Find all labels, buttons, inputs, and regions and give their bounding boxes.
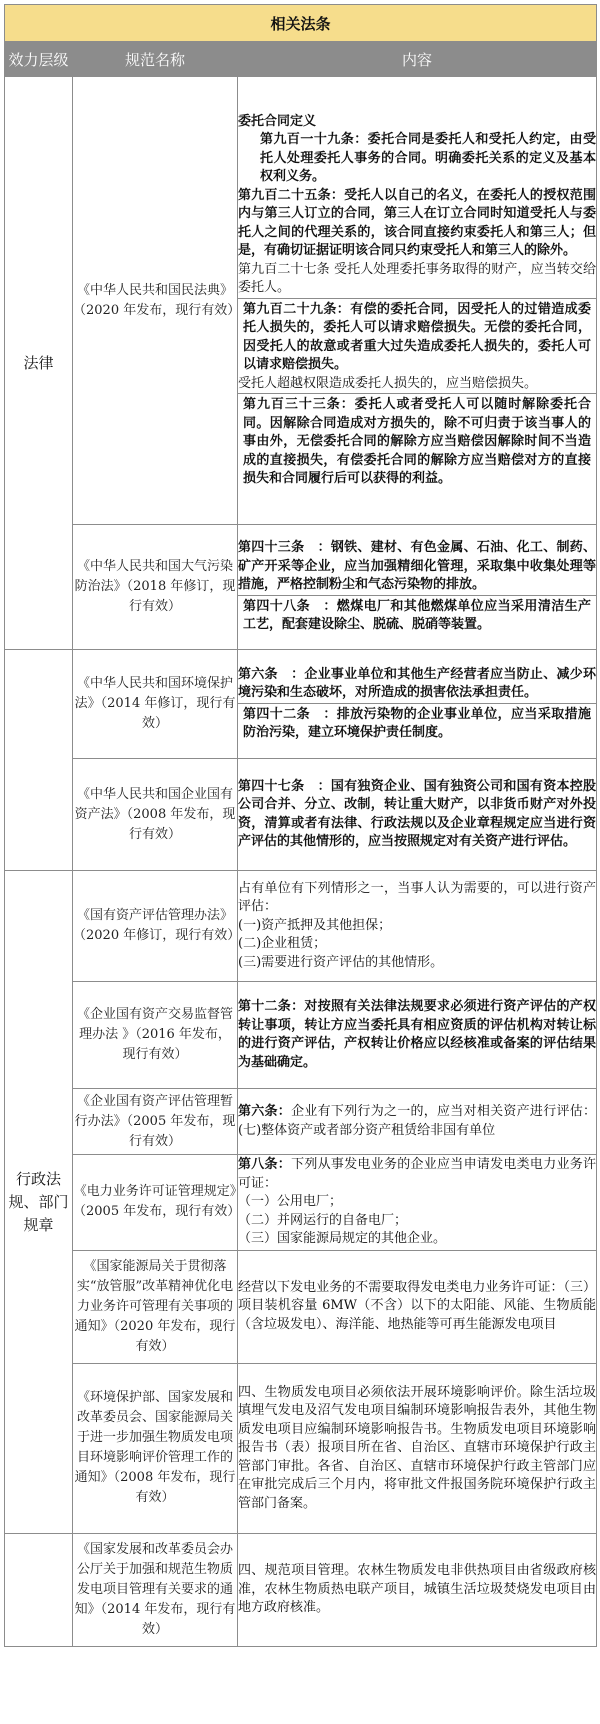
- content-para: (三)需要进行资产评估的其他情形。: [238, 954, 444, 970]
- content-para: 第六条 ：企业事业单位和其他生产经营者应当防止、减少环境污染和生态破坏，对所造成的损害依法承担责任。: [238, 666, 597, 701]
- content-para: (一)资产抵押及其他担保；: [238, 917, 392, 933]
- level-cell-empty: [5, 650, 73, 871]
- content-para: 四、生物质发电项目必须依法开展环境影响评价。除生活垃圾填埋气发电及沼气发电项目编制环境影响报告表外，其他生物质发电项目应编制环境影响报告书。生物质发电项目环境影响报告书（表）报项目所在省、自治区、直辖市环境保护行政主管部门审批。各省、自治区、直辖市环境保护行政主管部门应在审批完成后三个月内，将审批文件报国务院环境保护行政主管部门备案。: [238, 1384, 597, 1511]
- content-para: 第九百二十九条：有偿的委托合同，因受托人的过错造成委托人损失的，委托人可以请求赔偿损失。无偿的委托合同，因受托人的故意或者重大过失造成委托人损失的，委托人可以请求赔偿损失。: [238, 298, 596, 375]
- content-para: 第四十八条 ：燃煤电厂和其他燃煤单位应当采用清洁生产工艺，配套建设除尘、脱硫、脱硝等装置。: [238, 595, 596, 635]
- content-para: （二）并网运行的自备电厂；: [238, 1212, 408, 1228]
- content-para: 第四十二条 ：排放污染物的企业事业单位，应当采取措施防治污染，建立环境保护责任制度。: [238, 703, 596, 743]
- content-para: 受托人超越权限造成委托人损失的，应当赔偿损失。: [238, 375, 538, 391]
- content-para: （一）公用电厂；: [238, 1194, 343, 1210]
- table-row: [5, 525, 597, 650]
- content-para: (二)企业租赁；: [238, 936, 327, 952]
- content-para: 第十二条：对按照有关法律法规要求必须进行资产评估的产权转让事项，转让方应当委托具有相应资质的评估机构对转让标的进行资产评估，产权转让价格应以经核准或备案的评估结果为基础确定。: [238, 999, 597, 1070]
- content-para: 第九百一十九条：委托合同是委托人和受托人约定，由受托人处理委托人事务的合同。明确委托关系的定义及基本权利义务。: [260, 132, 597, 184]
- content-para: [238, 1103, 596, 1140]
- law-content: [238, 982, 597, 1089]
- table-row: [5, 759, 597, 871]
- table-row: [5, 1089, 597, 1155]
- content-para: （三）国家能源局规定的其他企业。: [238, 1231, 447, 1247]
- law-name: 《电力业务许可证管理规定》（2005 年发布，现行有效）: [73, 1155, 238, 1250]
- content-para: [238, 1156, 596, 1193]
- law-content: [238, 1534, 597, 1647]
- table-row: [5, 982, 597, 1089]
- content-para: 四、规范项目管理。农林生物质发电非供热项目由省级政府核准，农林生物质热电联产项目，城镇生活垃圾焚烧发电项目由地方政府核准。: [238, 1563, 597, 1616]
- article-lead: 第六条：: [238, 1104, 292, 1120]
- table-row: [5, 650, 597, 759]
- content-para: 第四十三条 ：钢铁、建材、有色金属、石油、化工、制药、矿产开采等企业，应当加强精细化管理，采取集中收集处理等措施，严格控制粉尘和气态污染物的排放。: [238, 540, 597, 593]
- law-name: 《国家能源局关于贯彻落实“放管服”改革精神优化电力业务许可管理有关事项的通知》（2020 年发布，现行有效）: [73, 1250, 238, 1363]
- law-name: 《国家发展和改革委员会办公厅关于加强和规范生物质发电项目管理有关要求的通知》（2014 年发布，现行有效）: [73, 1534, 238, 1647]
- law-name: 《中华人民共和国民法典》（2020 年发布，现行有效）: [73, 77, 238, 525]
- law-content: [238, 1155, 597, 1250]
- level-cell-admin: 行政法规、部门规章: [5, 871, 73, 1534]
- law-content: [238, 1250, 597, 1363]
- law-name: 《企业国有资产交易监督管理办法 》（2016 年发布，现行有效）: [73, 982, 238, 1089]
- table-row: [5, 1534, 597, 1647]
- content-para: 第九百二十五条：受托人以自己的名义，在委托人的授权范围内与第三人订立的合同，第三人在订立合同时知道受托人与委托人之间的代理关系的，该合同直接约束委托人和第三人；但是，有确切证据证明该合同只约束受托人和第三人的除外。: [238, 187, 597, 258]
- content-para: 第九百三十三条：委托人或者受托人可以随时解除委托合同。因解除合同造成对方损失的，除不可归责于该当事人的事由外，无偿委托合同的解除方应当赔偿因解除时间不当造成的直接损失，有偿委托合同的解除方应当赔偿对方的直接损失和合同履行后可以获得的利益。: [238, 393, 596, 489]
- content-heading: 委托合同定义: [238, 113, 317, 129]
- table-row: [5, 77, 597, 525]
- content-para: 经营以下发电业务的不需要取得发电类电力业务许可证：（三）项目装机容量 6MW（不含）以下的太阳能、风能、生物质能（含垃圾发电）、海洋能、地热能等可再生能源发电项目: [238, 1279, 597, 1332]
- law-content: [238, 525, 597, 650]
- law-content: [238, 871, 597, 982]
- law-content: [238, 650, 597, 759]
- law-content: [238, 1363, 597, 1533]
- table-title: 相关法条: [5, 5, 597, 42]
- law-content: [238, 759, 597, 871]
- content-para: 第九百二十七条 受托人处理委托事务取得的财产，应当转交给委托人。: [238, 261, 597, 295]
- table-row: [5, 871, 597, 982]
- content-para: 占有单位有下列情形之一，当事人认为需要的，可以进行资产评估：: [238, 880, 597, 915]
- law-content: [238, 77, 597, 525]
- content-text: 下列从事发电业务的企业应当申请发电类电力业务许可证：: [238, 1157, 597, 1191]
- law-name: 《中华人民共和国大气污染防治法》（2018 年修订，现行有效）: [73, 525, 238, 650]
- law-name: 《国有资产评估管理办法》（2020 年修订，现行有效）: [73, 871, 238, 982]
- law-name: 《中华人民共和国企业国有资产法》（2008 年发布，现行有效）: [73, 759, 238, 871]
- header-name: 规范名称: [73, 42, 238, 77]
- content-text: 企业有下列行为之一的，应当对相关资产进行评估：(七)整体资产或者部分资产租赁给非国有单位: [238, 1104, 597, 1138]
- table-row: [5, 1250, 597, 1363]
- level-cell-law: 法律: [5, 77, 73, 650]
- laws-table: [4, 4, 597, 1647]
- table-row: [5, 1363, 597, 1533]
- law-content: [238, 1089, 597, 1155]
- table-row: [5, 1155, 597, 1250]
- header-level: 效力层级: [5, 42, 73, 77]
- law-name: 《环境保护部、国家发展和改革委员会、国家能源局关于进一步加强生物质发电项目环境影响评价管理工作的通知》（2008 年发布，现行有效）: [73, 1363, 238, 1533]
- level-cell-empty: [5, 1534, 73, 1647]
- law-name: 《企业国有资产评估管理暂行办法》（2005 年发布，现行有效）: [73, 1089, 238, 1155]
- content-para: 第四十七条 ：国有独资企业、国有独资公司和国有资本控股公司合并、分立、改制，转让重大财产，以非货币财产对外投资，清算或者有法律、行政法规以及企业章程规定应当进行资产评估的其他情形的，应当按照规定对有关资产进行评估。: [238, 778, 597, 850]
- law-name: 《中华人民共和国环境保护法》（2014 年修订，现行有效）: [73, 650, 238, 759]
- header-content: 内容: [238, 42, 597, 77]
- article-lead: 第八条：: [238, 1157, 292, 1173]
